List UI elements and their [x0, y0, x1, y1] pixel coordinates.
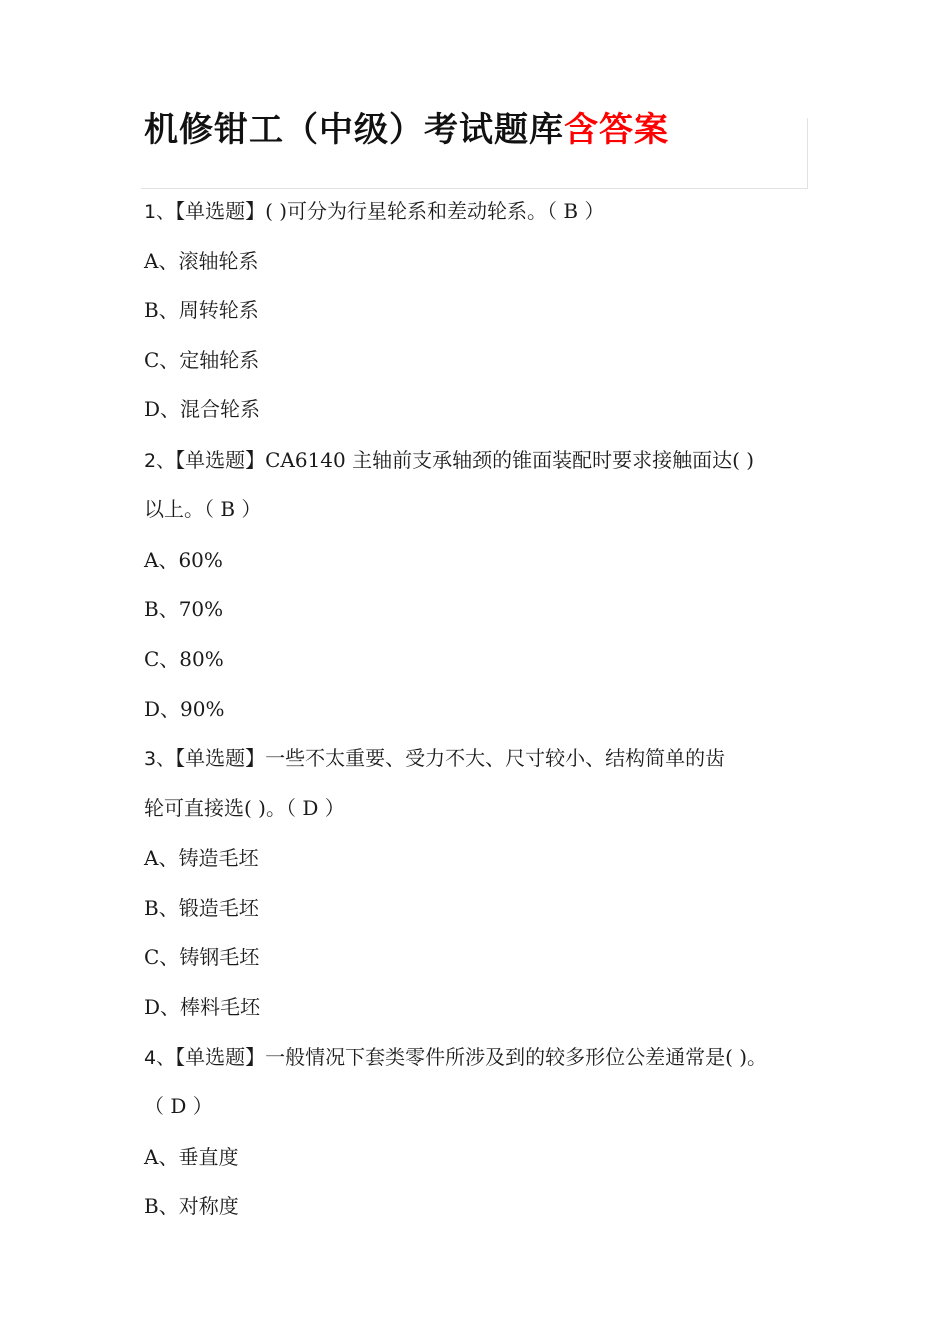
question-2-option-d: D、90%: [144, 697, 225, 721]
question-1-option-d: D、混合轮系: [144, 397, 261, 421]
question-number: 1、: [144, 201, 176, 223]
question-3-stem-cont: 轮可直接选( )。（ D ）: [144, 796, 345, 820]
title-main: 机修钳工（中级）考试题库: [144, 110, 564, 150]
question-1-stem: [144, 196, 814, 227]
question-stem-line: CA6140 主轴前支承轴颈的锥面装配时要求接触面达( ): [265, 448, 755, 472]
question-stem-line: ( )可分为行星轮系和差动轮系。（ B ）: [265, 199, 605, 223]
question-3-option-b: B、锻造毛坯: [144, 896, 259, 920]
question-2-option-b: B、70%: [144, 597, 224, 621]
question-2-option-a: A、60%: [144, 548, 223, 572]
question-1-option-a: A、滚轴轮系: [144, 249, 259, 273]
question-3-option-c: C、铸钢毛坯: [144, 945, 260, 969]
question-type: 【单选题】: [175, 746, 266, 770]
question-1-option-b: B、周转轮系: [144, 298, 259, 322]
title-accent: 含答案: [564, 110, 669, 150]
question-3-stem: [144, 743, 814, 774]
question-2-stem: [144, 445, 814, 476]
question-stem-line: 一般情况下套类零件所涉及到的较多形位公差通常是( )。: [265, 1045, 768, 1069]
question-3-option-d: D、棒料毛坯: [144, 995, 261, 1019]
question-2-stem-cont: 以上。（ B ）: [144, 497, 262, 521]
question-1-option-c: C、定轴轮系: [144, 348, 260, 372]
question-number: 2、: [144, 450, 176, 472]
page-title: [144, 104, 669, 156]
question-type: 【单选题】: [175, 199, 266, 223]
question-2-option-c: C、80%: [144, 647, 224, 671]
question-stem-line: 一些不太重要、受力不大、尺寸较小、结构简单的齿: [265, 746, 726, 770]
question-4-stem-cont: （ D ）: [144, 1094, 213, 1118]
question-number: 4、: [144, 1047, 176, 1069]
question-type: 【单选题】: [175, 448, 266, 472]
question-number: 3、: [144, 748, 176, 770]
question-3-option-a: A、铸造毛坯: [144, 846, 259, 870]
question-4-stem: [144, 1042, 814, 1073]
question-4-option-b: B、对称度: [144, 1194, 239, 1218]
question-type: 【单选题】: [175, 1045, 266, 1069]
question-4-option-a: A、垂直度: [144, 1145, 239, 1169]
